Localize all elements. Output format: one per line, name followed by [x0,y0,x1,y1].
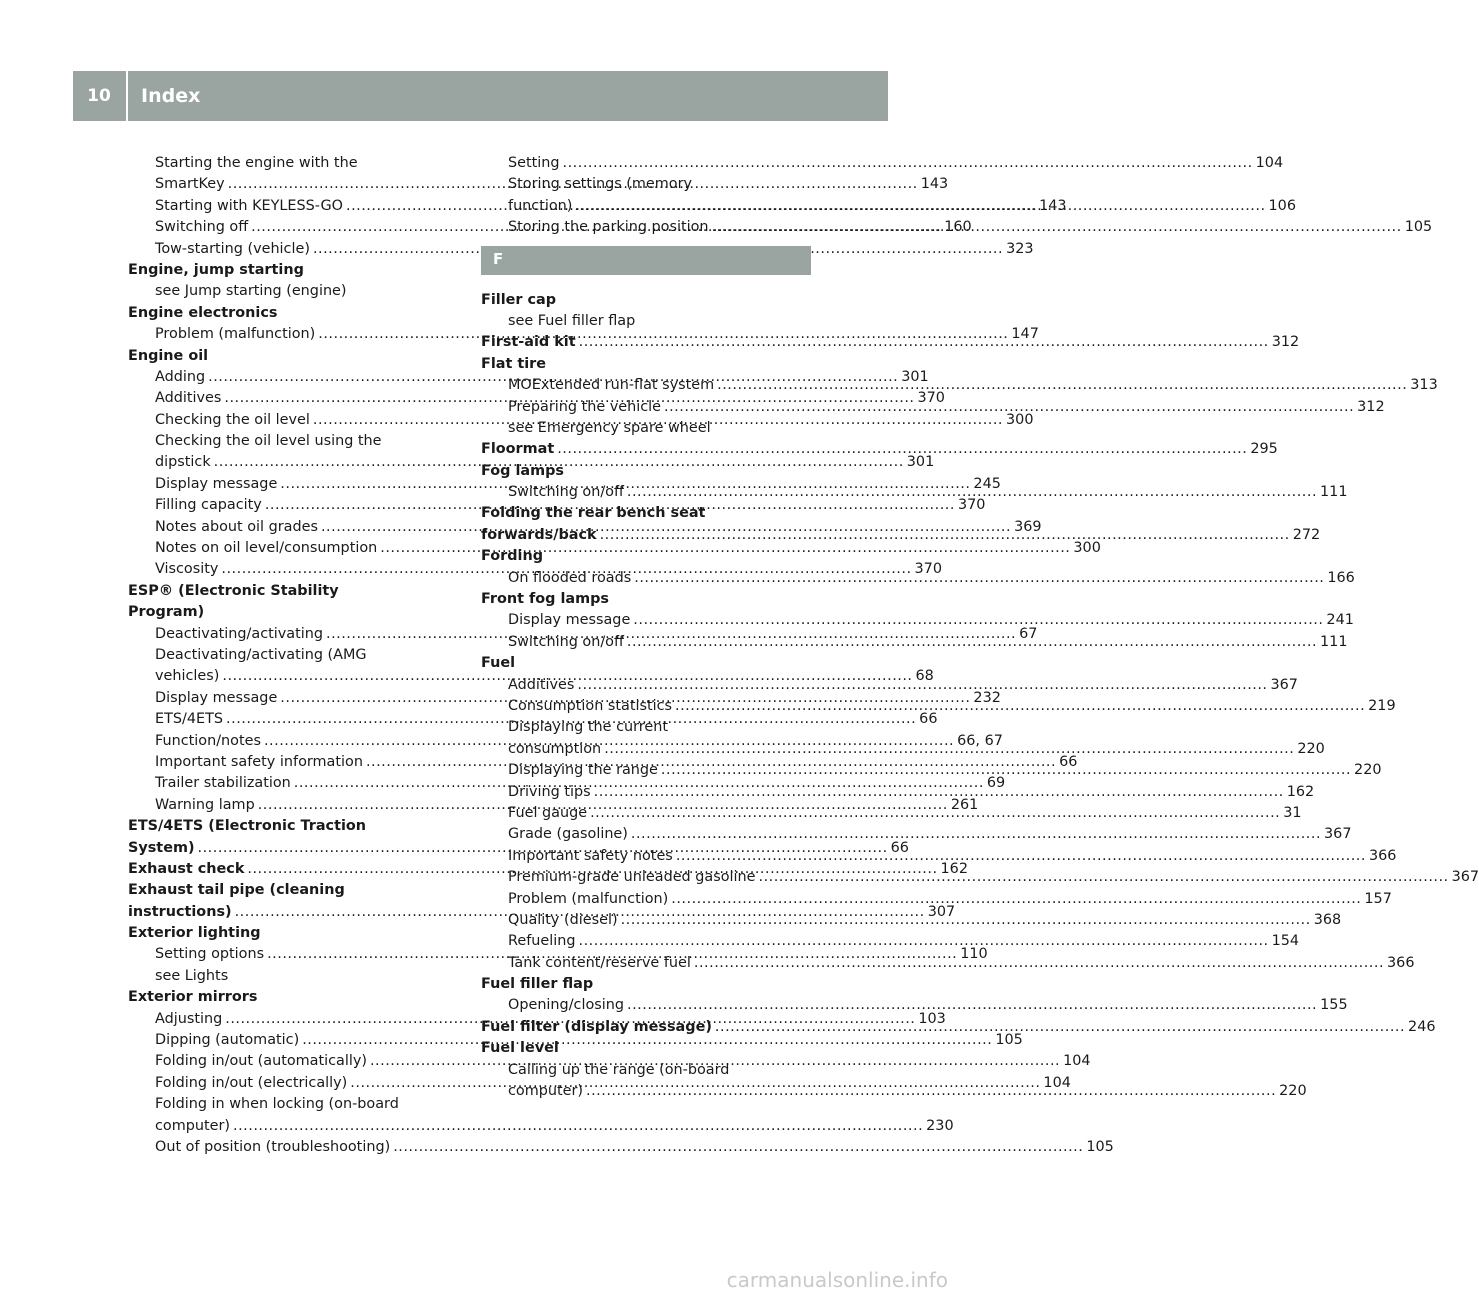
entry-text: Engine electronics [128,304,278,321]
page-reference: 313 [1410,377,1438,394]
dot-leader [563,153,1253,174]
entry-text: Program) [128,604,205,621]
entry-text: Grade (gasoline) [508,826,628,843]
entry-text: SmartKey [155,176,225,193]
entry-text: function) [508,197,573,214]
page-reference: 367 [1270,676,1298,693]
dot-leader [627,995,1317,1016]
index-entry [481,1038,811,1059]
entry-text: Fuel level [481,1040,559,1057]
entry-text: Storing the parking position [508,219,709,236]
entry-text: Checking the oil level using the [155,433,382,450]
entry-text: vehicles) [155,668,220,685]
dot-leader [586,1081,1276,1102]
page-reference: 369 [1014,518,1042,535]
entry-text: Out of position (troubleshooting) [155,1138,391,1155]
entry-text: Deactivating/activating [155,625,323,642]
page-reference: 370 [917,390,945,407]
page-reference: 166 [1327,569,1355,586]
entry-text: Front fog lamps [481,591,609,608]
entry-text: see Fuel filler flap [508,312,636,329]
dot-leader [575,196,1265,217]
index-subentry [128,281,458,302]
entry-text: Exhaust tail pipe (cleaning [128,882,345,899]
page-reference: 106 [1268,197,1296,214]
dot-leader [712,217,1402,238]
entry-text: Folding in when locking (on-board [155,1096,399,1113]
entry-text: MOExtended run-flat system [508,377,715,394]
dot-leader [717,375,1407,396]
dot-leader [627,482,1317,503]
page-reference: 111 [1320,484,1348,501]
index-subentry [128,431,458,452]
index-subentry [128,645,458,666]
page-reference: 105 [1086,1138,1114,1155]
index-entry [481,439,1278,460]
index-subentry [481,610,1354,631]
dot-leader [627,632,1317,653]
index-subentry [481,1060,811,1081]
entry-text: Warning lamp [155,796,255,813]
entry-text: Notes on oil level/consumption [155,540,378,557]
page-reference: 323 [1006,240,1034,257]
page-reference: 162 [1286,783,1315,800]
page-reference: 162 [940,860,968,877]
entry-text: Fuel gauge [508,804,588,821]
page-reference: 143 [920,176,949,193]
index-subentry [481,418,811,439]
entry-text: Checking the oil level [155,411,310,428]
entry-text: Fuel filter (display message) [481,1018,712,1035]
page-reference: 241 [1326,612,1354,629]
entry-text: Viscosity [155,561,219,578]
page-reference: 154 [1271,933,1300,950]
entry-text: Adding [155,368,206,385]
page-reference: 66 [919,711,938,728]
page-reference: 104 [1043,1074,1071,1091]
entry-text: Tow-starting (vehicle) [155,240,310,257]
dot-leader [590,803,1280,824]
dot-leader [594,782,1284,803]
index-entry [481,589,811,610]
entry-text: Exhaust check [128,860,245,877]
index-entry [481,461,811,482]
page-reference: 370 [914,561,942,578]
entry-text: consumption [508,740,602,757]
index-entry [128,260,458,281]
entry-text: see Lights [155,967,229,984]
page-reference: 220 [1279,1083,1307,1100]
page-reference: 105 [995,1032,1023,1049]
page-reference: 307 [927,903,956,920]
page-reference: 220 [1297,740,1325,757]
index-subentry [481,311,811,332]
index-entry [128,880,458,901]
entry-text: see Emergency spare wheel [508,419,711,436]
section-letter-f: F [481,246,811,275]
page-reference: 366 [1368,847,1397,864]
entry-text: Storing settings (memory [508,176,693,193]
index-entry [128,602,458,623]
page-reference: 160 [944,219,972,236]
entry-text: Fuel filler flap [481,976,594,993]
entry-text: Notes about oil grades [155,518,318,535]
page-reference: 157 [1364,890,1392,907]
entry-text: Display message [508,612,631,629]
entry-text: Setting options [155,946,265,963]
dot-leader [633,610,1323,631]
entry-text: Driving tips [508,783,591,800]
entry-text: Folding in/out (automatically) [155,1053,367,1070]
index-entry [128,987,458,1008]
dot-leader [675,696,1365,717]
dot-leader [671,889,1361,910]
dot-leader [631,824,1321,845]
entry-text: Additives [155,390,222,407]
entry-text: Folding the rear bench seat [481,505,706,522]
entry-text: Display message [155,689,278,706]
index-subentry [128,966,458,987]
page-reference: 246 [1408,1018,1436,1035]
entry-text: Display message [155,475,278,492]
page-reference: 143 [1039,197,1067,214]
entry-text: Deactivating/activating (AMG [155,646,367,663]
dot-leader [676,846,1366,867]
entry-text: forwards/back [481,526,597,543]
entry-text: System) [128,839,195,856]
entry-text: dipstick [155,454,211,471]
page-reference: 368 [1313,911,1342,928]
page-reference: 300 [1006,411,1034,428]
entry-text: Fog lamps [481,462,564,479]
entry-text: Problem (malfunction) [155,326,316,343]
entry-text: Floormat [481,441,555,458]
entry-text: Consumption statistics [508,697,673,714]
entry-text: Problem (malfunction) [508,890,669,907]
index-subentry [481,846,1397,867]
index-subentry [128,153,458,174]
entry-text: On flooded roads [508,569,632,586]
dot-leader [600,525,1290,546]
dot-leader [621,910,1311,931]
header-divider [126,71,128,121]
entry-text: Important safety notes [508,847,673,864]
entry-text: Premium-grade unleaded gasoline [508,869,756,886]
index-entry [481,354,811,375]
page-reference: 31 [1283,804,1302,821]
page-reference: 147 [1011,326,1039,343]
entry-text: Quality (diesel) [508,911,618,928]
index-entry [481,503,811,524]
page-reference: 111 [1320,633,1348,650]
entry-text: Starting with KEYLESS-GO [155,197,343,214]
entry-text: Engine, jump starting [128,261,304,278]
entry-text: Refueling [508,933,576,950]
index-subentry [128,239,1034,260]
index-subentry [481,174,811,195]
dot-leader [715,1017,1405,1038]
entry-text: ESP® (Electronic Stability [128,582,339,599]
entry-text: Exterior lighting [128,925,261,942]
watermark: carmanualsonline.info [726,1268,948,1292]
dot-leader [577,675,1267,696]
entry-text: Filling capacity [155,497,262,514]
index-entry [128,581,458,602]
index-entry [481,290,811,311]
index-entry [128,346,458,367]
entry-text: Exterior mirrors [128,989,258,1006]
page-reference: 103 [918,1010,946,1027]
index-subentry [128,1137,1114,1158]
index-entry [128,923,458,944]
entry-text: computer) [155,1117,231,1134]
dot-leader [557,439,1247,460]
page-reference: 66, 67 [957,732,1003,749]
entry-text: computer) [508,1083,584,1100]
page-number: 10 [87,86,111,106]
dot-leader [579,332,1269,353]
page-reference: 232 [973,689,1001,706]
index-subentry [128,1094,458,1115]
index-subentry [481,153,1284,174]
page-reference: 300 [1073,540,1101,557]
page-reference: 66 [890,839,909,856]
page-reference: 295 [1250,441,1278,458]
page-reference: 272 [1292,526,1321,543]
index-entry [481,653,811,674]
page-reference: 367 [1451,869,1479,886]
index-subentry [481,995,1348,1016]
index-entry [128,816,458,837]
dot-leader [694,953,1384,974]
entry-text: Tank content/reserve fuel [508,954,691,971]
page-reference: 219 [1368,697,1396,714]
page-reference: 110 [960,946,988,963]
entry-text: Calling up the range (on-board [508,1061,730,1078]
page-reference: 105 [1404,219,1433,236]
page-reference: 68 [915,668,934,685]
page-reference: 66 [1059,753,1078,770]
entry-text: Switching off [155,219,249,236]
entry-text: Fording [481,548,544,565]
page-reference: 155 [1320,997,1348,1014]
entry-text: Setting [508,155,560,171]
entry-text: Starting the engine with the [155,155,358,171]
index-entry [128,303,458,324]
dot-leader [759,867,1449,888]
entry-text: instructions) [128,903,232,920]
page-reference: 312 [1357,398,1385,415]
page-header [73,71,888,121]
entry-text: ETS/4ETS [155,711,224,728]
page-reference: 230 [926,1117,954,1134]
page-reference: 301 [901,368,929,385]
page-reference: 261 [950,796,979,813]
index-subentry [481,824,1352,845]
index-subentry [481,889,1392,910]
page-reference: 367 [1324,826,1352,843]
dot-leader [634,568,1324,589]
entry-text: Flat tire [481,355,547,372]
dot-leader [233,1116,923,1137]
entry-text: Function/notes [155,732,261,749]
entry-text: ETS/4ETS (Electronic Traction [128,818,367,835]
entry-text: Displaying the range [508,762,658,779]
index-entry [481,974,811,995]
entry-text: Important safety information [155,753,363,770]
entry-text: Filler cap [481,291,557,308]
page-reference: 67 [1019,625,1038,642]
entry-text: Engine oil [128,347,209,364]
dot-leader [661,760,1351,781]
page-reference: 104 [1255,155,1284,171]
page-reference: 370 [957,497,986,514]
entry-text: Fuel [481,655,516,672]
dot-leader [604,739,1294,760]
dot-leader [393,1137,1083,1158]
entry-text: Additives [508,676,575,693]
entry-text: Trailer stabilization [155,775,291,792]
page-reference: 301 [906,454,935,471]
entry-text: First-aid kit [481,334,576,351]
page-title: Index [141,85,201,107]
page-reference: 69 [986,775,1006,792]
dot-leader [664,397,1354,418]
entry-text: Dipping (automatic) [155,1032,300,1049]
entry-text: Folding in/out (electrically) [155,1074,348,1091]
index-subentry [481,931,1300,952]
entry-text: Displaying the current [508,719,668,736]
entry-text: Opening/closing [508,997,625,1014]
entry-text: Switching on/off [508,484,624,501]
entry-text: see Jump starting (engine) [155,283,347,300]
page-reference: 104 [1063,1053,1091,1070]
dot-leader [579,931,1269,952]
entry-text: Preparing the vehicle [508,398,662,415]
entry-text: Switching on/off [508,633,624,650]
page-reference: 312 [1271,334,1300,351]
page-reference: 245 [973,475,1001,492]
page-reference: 366 [1387,954,1415,971]
index-subentry [481,717,811,738]
index-entry [481,546,811,567]
page-reference: 220 [1354,762,1382,779]
index-subentry [128,1116,954,1137]
entry-text: Adjusting [155,1010,223,1027]
